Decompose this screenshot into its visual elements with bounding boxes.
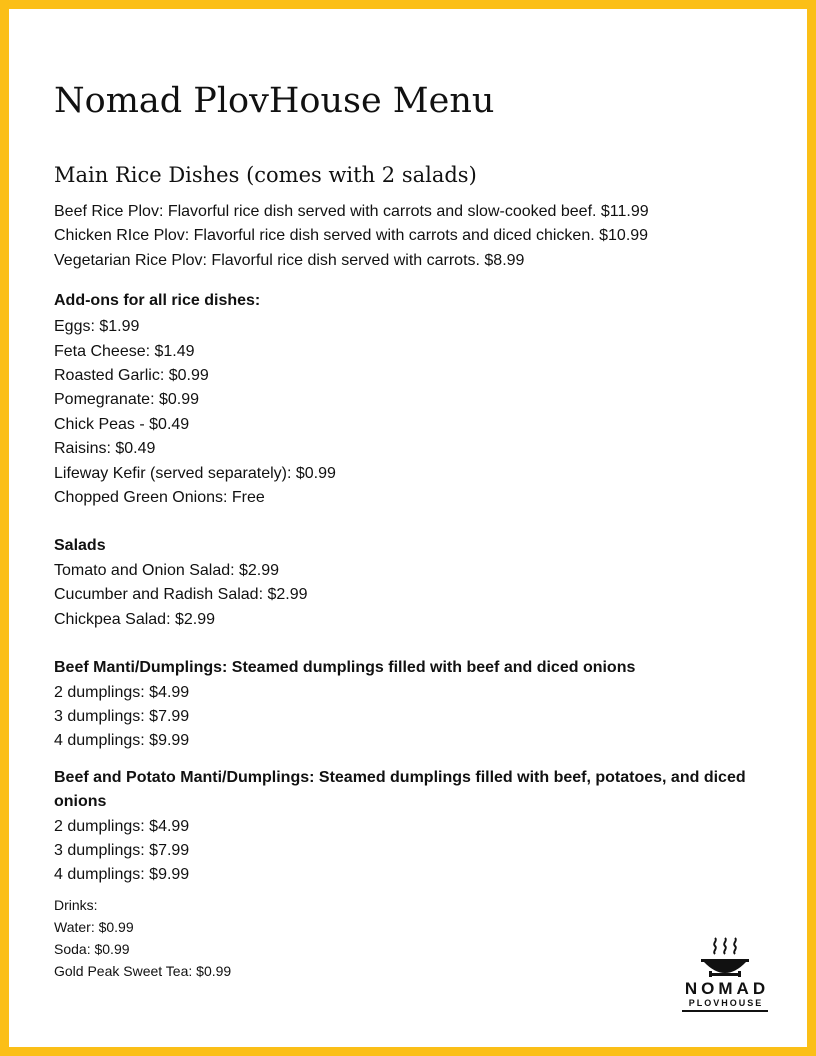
addon-item: Eggs: $1.99 <box>54 318 140 336</box>
addon-item: Chopped Green Onions: Free <box>54 489 265 507</box>
spacer <box>54 510 774 534</box>
menu-item: Chicken RIce Plov: Flavorful rice dish served with carrots and diced chicken. $10.99 <box>54 227 649 245</box>
menu-content <box>54 73 774 982</box>
beef-potato-manti-list <box>54 815 774 888</box>
beef-manti-heading: Beef Manti/Dumplings: Steamed dumplings filled with beef and diced onions <box>54 659 636 677</box>
addons-heading: Add-ons for all rice dishes: <box>54 292 261 310</box>
salad-item: Tomato and Onion Salad: $2.99 <box>54 561 280 579</box>
dumpling-item: 4 dumplings: $9.99 <box>54 866 190 884</box>
drinks-heading: Drinks: <box>54 896 98 913</box>
salad-item: Cucumber and Radish Salad: $2.99 <box>54 586 308 604</box>
logo-underline <box>682 1010 768 1012</box>
main-rice-dishes-heading: Main Rice Dishes (comes with 2 salads) <box>54 163 477 187</box>
salad-item: Chickpea Salad: $2.99 <box>54 610 215 628</box>
spacer <box>54 632 774 656</box>
steaming-bowl-icon <box>675 932 775 978</box>
addon-item: Raisins: $0.49 <box>54 440 156 458</box>
drink-item: Water: $0.99 <box>54 918 134 935</box>
addon-item: Feta Cheese: $1.49 <box>54 342 195 360</box>
nomad-plovhouse-logo <box>675 932 775 1012</box>
addon-item: Lifeway Kefir (served separately): $0.99 <box>54 464 336 482</box>
addons-list <box>54 315 774 510</box>
dumpling-item: 4 dumplings: $9.99 <box>54 732 190 750</box>
beef-manti-list <box>54 681 774 754</box>
dumpling-item: 3 dumplings: $7.99 <box>54 841 190 859</box>
logo-name: NOMAD <box>684 979 770 998</box>
main-rice-dishes-list <box>54 200 774 273</box>
salads-list <box>54 559 774 632</box>
drink-item: Soda: $0.99 <box>54 940 130 957</box>
page-title: Nomad PlovHouse Menu <box>54 81 495 121</box>
dumpling-item: 2 dumplings: $4.99 <box>54 817 190 835</box>
drink-item: Gold Peak Sweet Tea: $0.99 <box>54 962 232 979</box>
drinks-section <box>54 894 774 982</box>
beef-potato-manti-heading: Beef and Potato Manti/Dumplings: Steamed dumplings filled with beef, potatoes, and diced onions <box>54 768 746 811</box>
menu-item: Beef Rice Plov: Flavorful rice dish served with carrots and slow-cooked beef. $11.99 <box>54 203 649 220</box>
addon-item: Chick Peas - $0.49 <box>54 415 190 433</box>
salads-heading: Salads <box>54 537 106 555</box>
logo-subtitle: PLOVHOUSE <box>688 998 764 1008</box>
menu-item: Vegetarian Rice Plov: Flavorful rice dish served with carrots. $8.99 <box>54 251 525 269</box>
spacer <box>54 754 774 766</box>
addon-item: Pomegranate: $0.99 <box>54 391 199 409</box>
dumpling-item: 2 dumplings: $4.99 <box>54 683 190 701</box>
addon-item: Roasted Garlic: $0.99 <box>54 367 209 385</box>
dumpling-item: 3 dumplings: $7.99 <box>54 707 190 725</box>
